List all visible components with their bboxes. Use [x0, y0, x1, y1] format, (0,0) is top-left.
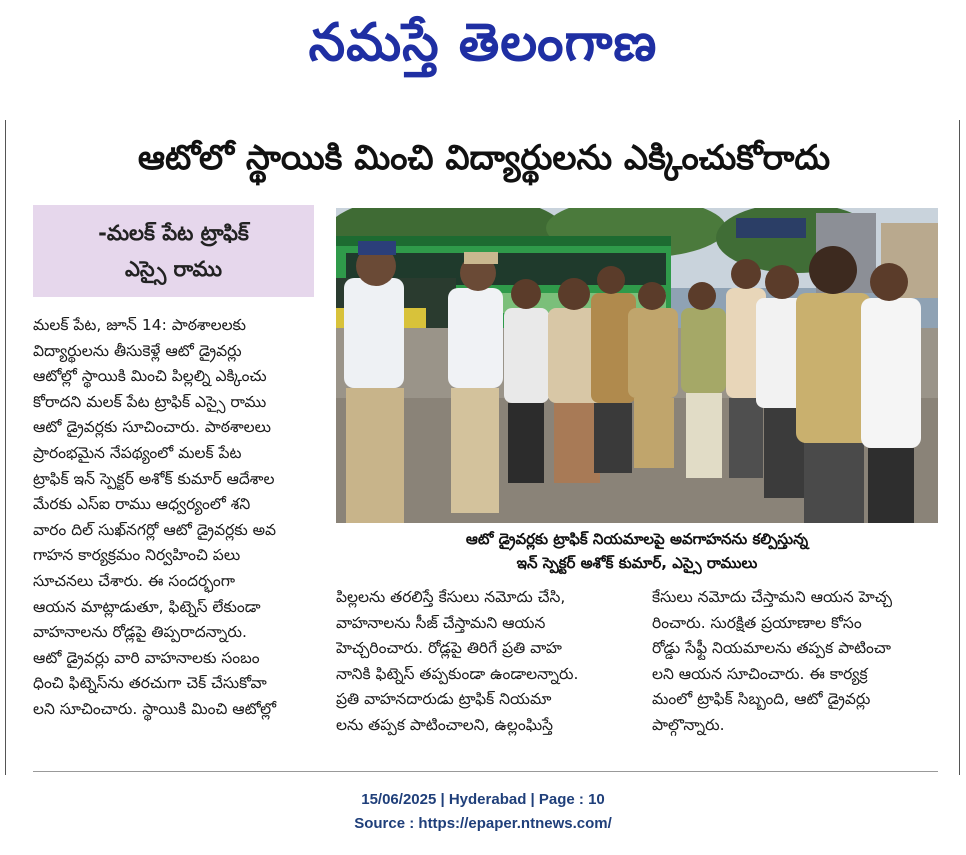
frame-left-rule — [5, 120, 6, 775]
text-line: లని సూచించారు. స్థాయికి మించి ఆటోల్లో — [33, 699, 277, 718]
article-headline: ఆటోలో స్థాయికి మించి విద్యార్థులను ఎక్కించుకోరాదు — [137, 138, 831, 178]
text-line: లని ఆయన సూచించారు. ఈ కార్యక్ర — [652, 664, 868, 683]
masthead-logo: నమస్తే తెలంగాణ — [308, 12, 658, 73]
text-line: ట్రాఫిక్ ఇన్ స్పెక్టర్ అశోక్ కుమార్ ఆదేశాల — [33, 469, 275, 488]
text-line: ఆటో డ్రైవర్లకు సూచించారు. పాఠశాలలు — [33, 418, 271, 437]
text-line: గాహన కార్యక్రమం నిర్వహించి పలు — [33, 546, 241, 565]
article-column-1 — [33, 313, 316, 723]
text-line: కోరాదని మలక్ పేట ట్రాఫిక్ ఎస్సై రాము — [33, 392, 267, 411]
footer-date-page: 15/06/2025 | Hyderabad | Page : 10 — [361, 791, 605, 808]
news-photo — [336, 208, 938, 523]
text-line: ప్రతి వాహనదారుడు ట్రాఫిక్ నియమా — [336, 690, 552, 709]
news-photo-illustration — [336, 208, 938, 523]
text-line: ఆటో డ్రైవర్లు వారి వాహనాలకు సంబం — [33, 648, 260, 667]
footer-source-link[interactable]: Source : https://epaper.ntnews.com/ — [354, 815, 612, 832]
caption-line-1: ఆటో డ్రైవర్లకు ట్రాఫిక్ నియమాలపై అవగాహనను కల్పిస్తున్న — [465, 530, 809, 548]
text-line: సూచనలు చేశారు. ఈ సందర్భంగా — [33, 571, 236, 590]
text-line: లను తప్పక పాటించాలని, ఉల్లంఘిస్తే — [336, 715, 553, 734]
text-line: ప్రారంభమైన నేపథ్యంలో మలక్ పేట — [33, 443, 242, 462]
frame-bottom-rule — [33, 771, 938, 772]
text-line: వారం దిల్ సుఖ్‌నగర్లో ఆటో డ్రైవర్లకు అవ — [33, 520, 277, 539]
byline-box — [33, 205, 314, 297]
byline-line-2: ఎస్సై రాము — [124, 257, 222, 281]
text-line: విద్యార్థులను తీసుకెళ్లే ఆటో డ్రైవర్లు — [33, 341, 242, 360]
byline-line-1: -మలక్ పేట ట్రాఫిక్ — [98, 221, 249, 245]
text-line: మేరకు ఎస్ఐ రాము ఆధ్వర్యంలో శని — [33, 495, 251, 514]
text-line: హెచ్చరించారు. రోడ్లపై తిరిగే ప్రతి వాహ — [336, 639, 562, 658]
frame-right-rule — [959, 120, 960, 775]
article-column-3 — [652, 585, 938, 739]
text-line: ఆటోల్లో స్థాయికి మించి పిల్లల్ని ఎక్కించు — [33, 367, 267, 386]
page-footer — [0, 788, 966, 836]
text-line: వాహనాలను రోడ్లపై తిప్పరాదన్నారు. — [33, 623, 247, 642]
text-line: వాహనాలను సీజ్ చేస్తామని ఆయన — [336, 613, 546, 632]
text-line: ధించి ఫిట్నెస్‌ను తరచుగా చెక్ చేసుకోవా — [33, 674, 267, 693]
text-line: నానికి ఫిట్నెస్ తప్పకుండా ఉండాలన్నారు. — [336, 664, 579, 683]
text-line: మలక్ పేట, జూన్ 14: పాఠశాలలకు — [33, 316, 247, 334]
text-line: పాల్గొన్నారు. — [652, 715, 725, 734]
article-column-2 — [336, 585, 626, 739]
photo-caption — [336, 527, 938, 577]
text-line: మంలో ట్రాఫిక్ సిబ్బంది, ఆటో డ్రైవర్లు — [652, 690, 871, 709]
text-line: కేసులు నమోదు చేస్తామని ఆయన హెచ్చ — [652, 588, 893, 606]
text-line: ఆయన మాట్లాడుతూ, ఫిట్నెస్ లేకుండా — [33, 597, 261, 616]
text-line: పిల్లలను తరలిస్తే కేసులు నమోదు చేసి, — [336, 588, 566, 606]
text-line: రోడ్డు సేఫ్టీ నియమాలను తప్పక పాటించా — [652, 639, 891, 658]
text-line: రించారు. సురక్షిత ప్రయాణాల కోసం — [652, 613, 862, 632]
caption-line-2: ఇన్ స్పెక్టర్ అశోక్ కుమార్, ఎస్సై రాములు — [516, 554, 758, 572]
